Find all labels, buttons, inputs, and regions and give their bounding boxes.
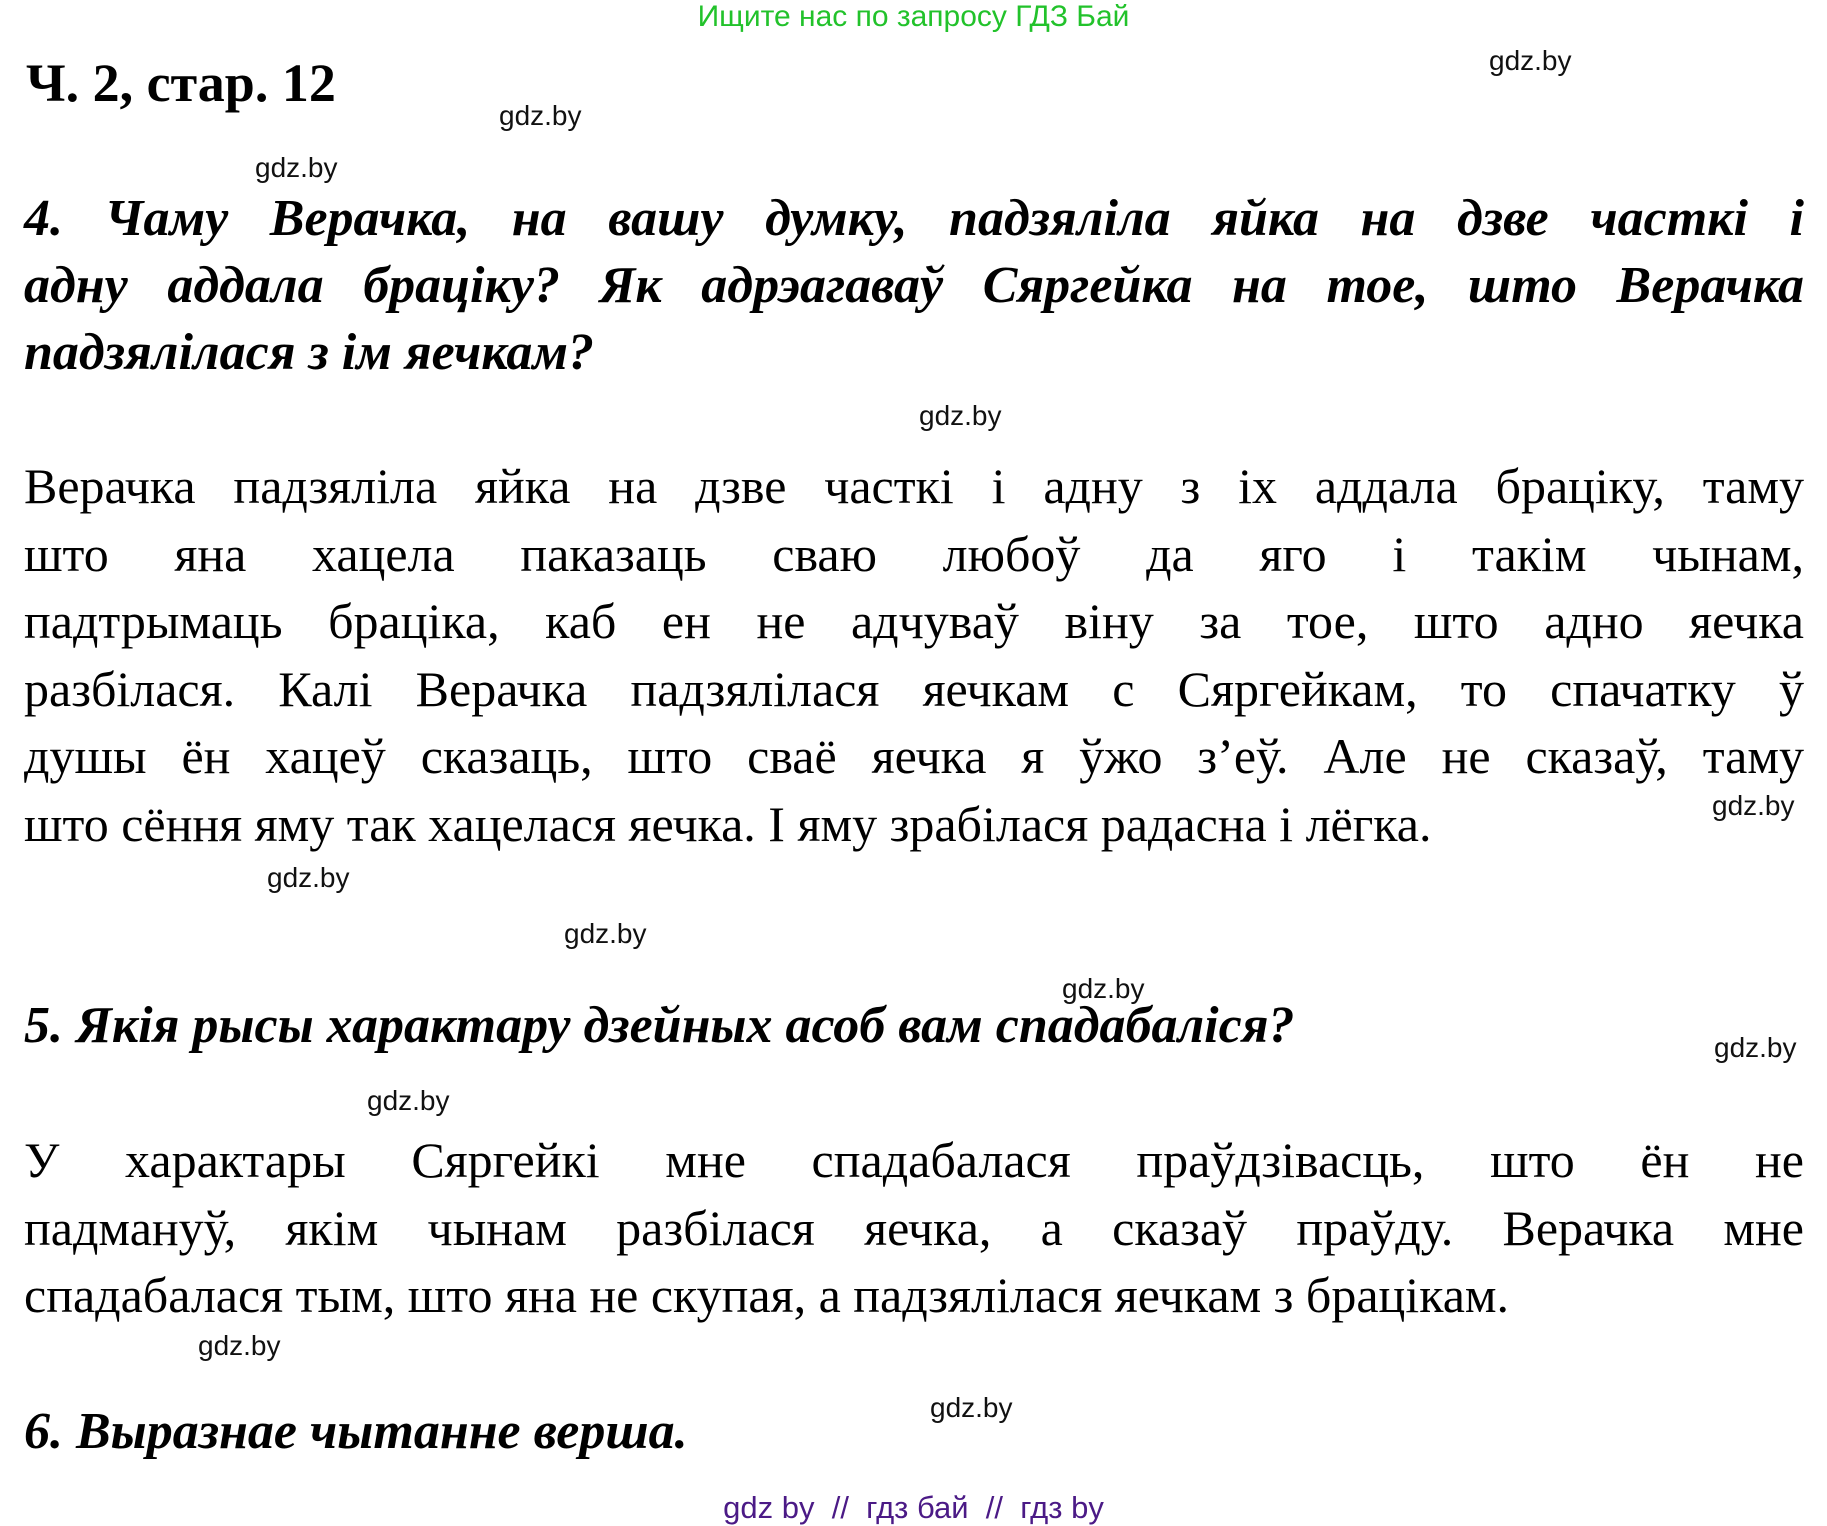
answer-4 [24, 453, 1804, 858]
watermark: gdz.by [499, 100, 582, 131]
answer-line: спадабалася тым, што яна не скупая, а падзялілася яечкам з брацiкам. [24, 1267, 1510, 1323]
answer-line: разбілася. Калі Верачка падзялілася яечкам с Сяргейкам, то спачатку ў [24, 660, 1804, 717]
question-line: падзялілася з ім яечкам? [24, 324, 594, 381]
answer-5 [24, 1127, 1804, 1330]
answer-line: што сёння яму так хацелася яечка. І яму зрабілася радасна і лёгка. [24, 795, 1432, 852]
answer-line: Верачка падзяліла яйка на дзве часткі і адну з іх аддала брацiку, таму [24, 458, 1804, 514]
answer-line: У характары Сяргейкі мне спадабалася праўдзівасць, што ён не [24, 1132, 1804, 1188]
question-6 [24, 1398, 1804, 1465]
answer-line: што яна хацела паказаць сваю любоў да яго і такім чынам, [24, 525, 1804, 582]
question-line: 4. Чаму Верачка, на вашу думку, падзяліла яйка на дзве часткі і [24, 190, 1804, 247]
question-line: 6. Выразнае чытанне верша. [24, 1403, 688, 1460]
question-line: адну аддала брацiку? Як адрэагаваў Сяргейка на тое, што Верачка [24, 257, 1804, 314]
watermark: gdz.by [1714, 1032, 1797, 1063]
watermark: gdz.by [919, 400, 1002, 431]
watermark: gdz.by [564, 918, 647, 949]
page-title: Ч. 2, стар. 12 [26, 53, 336, 113]
watermark: gdz.by [267, 862, 350, 893]
watermark: gdz.by [1489, 45, 1572, 76]
watermark: gdz.by [367, 1085, 450, 1116]
footer-links: gdz by // гдз бай // гдз by [723, 1490, 1104, 1525]
answer-line: падмануў, якім чынам разбілася яечка, а сказаў праўду. Верачка мне [24, 1199, 1804, 1256]
answer-line: душы ён хацеў сказаць, што сваё яечка я ўжо з’еў. Але не сказаў, таму [24, 728, 1804, 784]
answer-line: падтрымаць брацiка, каб ен не адчуваў віну за тое, што адно яечка [24, 593, 1804, 649]
search-banner: Ищите нас по запросу ГДЗ Бай [697, 0, 1130, 33]
watermark: gdz.by [1712, 790, 1795, 821]
watermark: gdz.by [255, 152, 338, 183]
question-4 [24, 185, 1804, 386]
watermark: gdz.by [198, 1330, 281, 1361]
watermark: gdz.by [930, 1392, 1013, 1423]
question-line: 5. Якія рысы характару дзейных асоб вам спадабаліся? [24, 997, 1295, 1054]
watermark: gdz.by [1062, 973, 1145, 1004]
question-5 [24, 992, 1804, 1059]
